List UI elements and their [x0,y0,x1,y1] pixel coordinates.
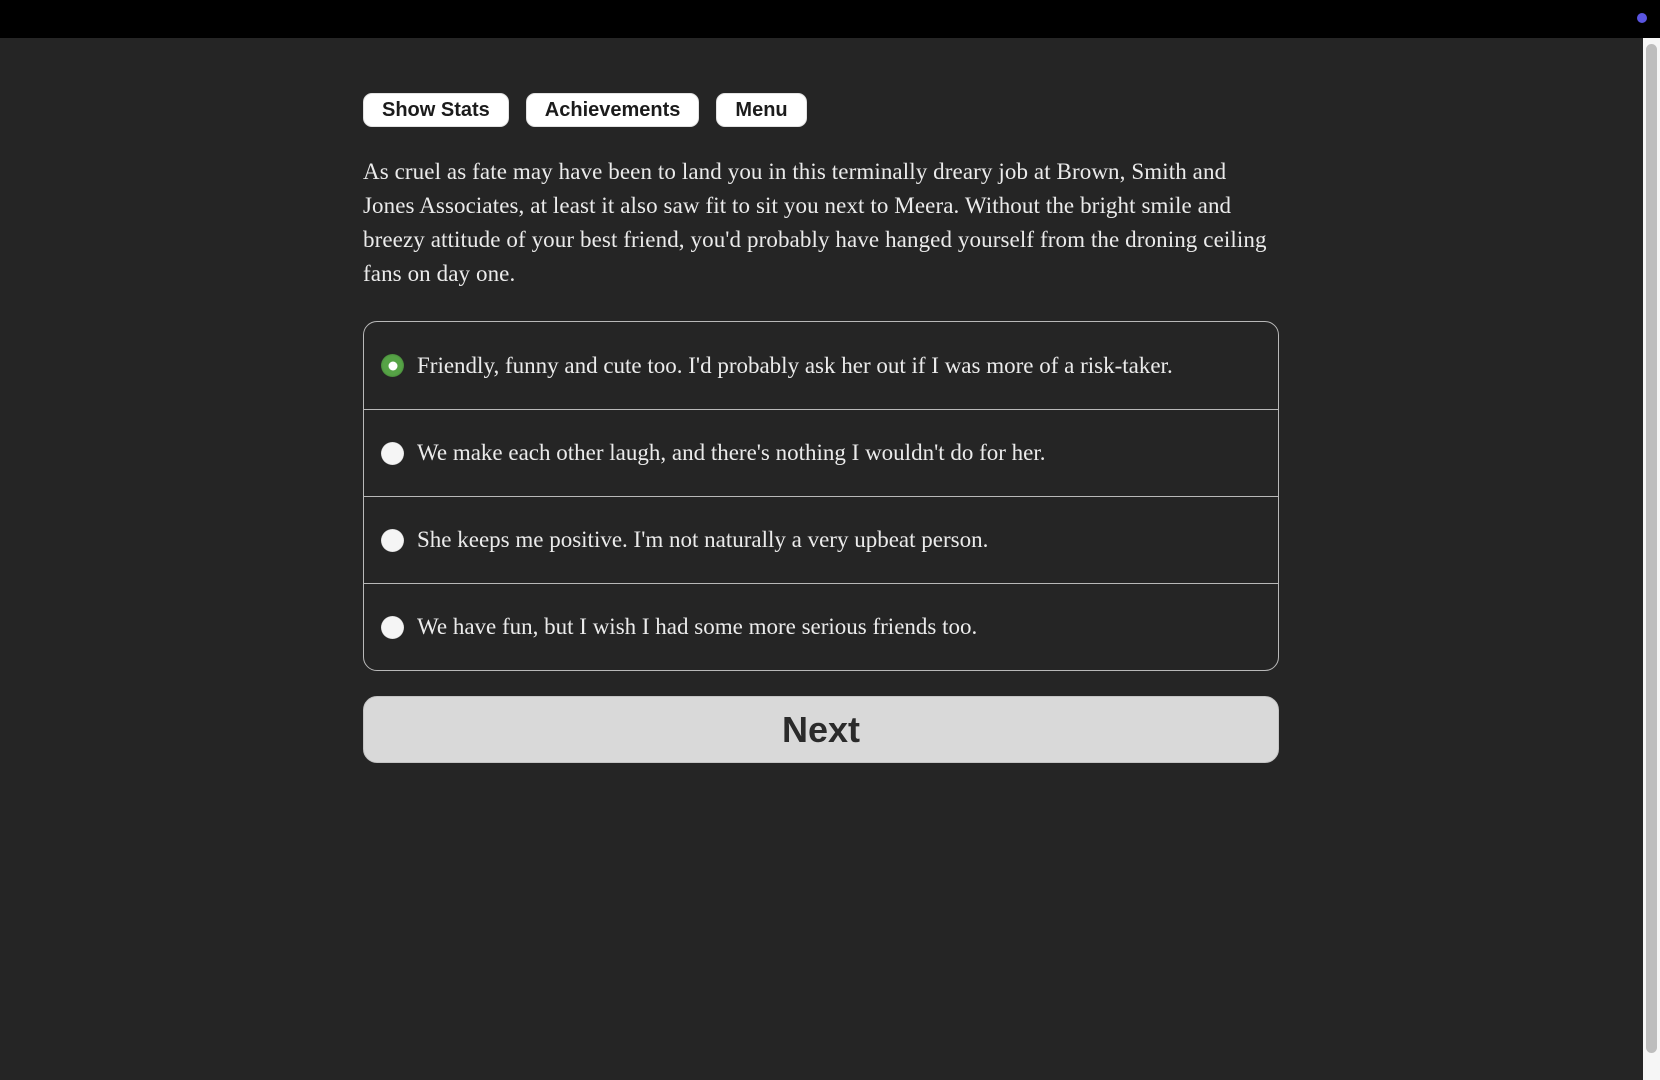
choice-option-2[interactable] [364,409,1278,496]
show-stats-button[interactable]: Show Stats [363,93,509,127]
next-button[interactable]: Next [363,696,1279,763]
choices-group [363,321,1279,671]
scrollbar-thumb[interactable] [1646,44,1657,1053]
choice-option-label: Friendly, funny and cute too. I'd probably ask her out if I was more of a risk-taker. [417,352,1173,378]
story-content [363,38,1279,763]
choice-option-4[interactable] [364,583,1278,670]
title-bar [0,0,1660,38]
radio-button[interactable] [381,529,404,552]
story-paragraph: As cruel as fate may have been to land you in this terminally dreary job at Brown, Smith and Jones Associates, at least it also saw fit to sit you next to Meera. Without the bright smile and breezy attitude of your best friend, you'd probably have hanged yourself from the droning ceiling fans on day one. [363,159,1267,286]
choice-option-label: We make each other laugh, and there's nothing I wouldn't do for her. [417,440,1046,465]
choice-option-1[interactable] [364,322,1278,409]
toolbar [363,93,1279,127]
choice-option-label: She keeps me positive. I'm not naturally a very upbeat person. [417,527,989,552]
choice-option-3[interactable] [364,496,1278,583]
notification-dot-icon [1637,13,1647,23]
menu-button[interactable]: Menu [716,93,806,127]
scrollbar[interactable] [1643,38,1660,1080]
radio-button[interactable] [381,442,404,465]
achievements-button[interactable]: Achievements [526,93,700,127]
radio-button[interactable] [381,616,404,639]
choice-option-label: We have fun, but I wish I had some more serious friends too. [417,614,978,639]
radio-button[interactable] [381,354,404,377]
